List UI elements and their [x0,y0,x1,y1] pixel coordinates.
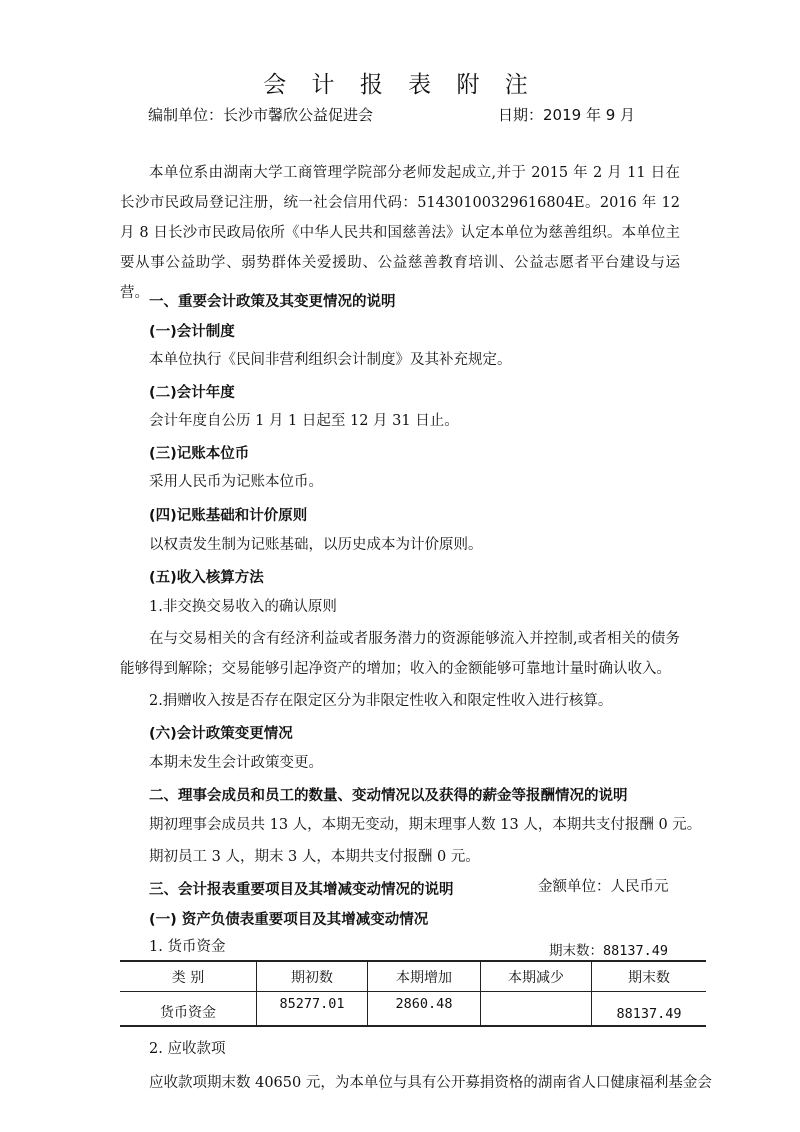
receivables-item-title: 2. 应收款项 [149,1041,226,1057]
accounting-system-text: 本单位执行《民间非营利组织会计制度》及其补充规定。 [149,352,512,368]
table-header-row [120,961,706,992]
cash-table [120,960,706,1027]
subsection-policy-change: (六)会计政策变更情况 [149,726,293,742]
cell-opening: 85277.01 [257,992,368,1027]
cell-closing: 88137.49 [592,992,707,1027]
subsection-accounting-system: (一)会计制度 [149,324,235,340]
subsection-basis: (四)记账基础和计价原则 [149,508,308,524]
cash-item-title: 1. 货币资金 [149,939,226,955]
policy-change-text: 本期未发生会计政策变更。 [149,755,323,771]
revenue-item1-title: 1.非交换交易收入的确认原则 [149,599,337,615]
table-row [120,992,706,1027]
col-closing: 期末数 [592,961,707,992]
cell-decrease [481,992,592,1027]
cell-category: 货币资金 [120,992,257,1027]
receivables-text: 应收款项期末数 40650 元，为本单位与具有公开募捐资格的湖南省人口健康福利基金会 [149,1075,712,1091]
subsection-revenue: (五)收入核算方法 [149,570,264,586]
intro-paragraph: 本单位系由湖南大学工商管理学院部分老师发起成立,并于 2015 年 2 月 11 日在长沙市民政局登记注册，统一社会信用代码：51430100329616804E。2016 年 12 月 8 日长沙市民政局依所《中华人民共和国慈善法》认定本单位为慈善组织。本单位主要从事公益助学、弱势群体关爱援助、公益慈善教育培训、公益志愿者平台建设与运营。 [120,165,680,301]
section3-heading: 三、会计报表重要项目及其增减变动情况的说明 [149,882,454,898]
section2-heading: 二、理事会成员和员工的数量、变动情况以及获得的薪金等报酬情况的说明 [149,788,628,804]
currency-unit: 金额单位：人民币元 [538,879,669,895]
col-category: 类 别 [120,961,257,992]
basis-text: 以权责发生制为记账基础，以历史成本为计价原则。 [149,537,483,553]
subsection-balance-sheet: (一) 资产负债表重要项目及其增减变动情况 [149,912,429,928]
currency-text: 采用人民币为记账本位币。 [149,474,323,490]
fiscal-year-text: 会计年度自公历 1 月 1 日起至 12 月 31 日止。 [149,413,459,429]
col-decrease: 本期减少 [481,961,592,992]
page-title: 会 计 报 表 附 注 [263,72,537,98]
col-opening: 期初数 [257,961,368,992]
section1-heading: 一、重要会计政策及其变更情况的说明 [149,294,396,310]
subsection-fiscal-year: (二)会计年度 [149,385,235,401]
revenue-item1-text: 在与交易相关的含有经济利益或者服务潜力的资源能够流入并控制,或者相关的债务能够得到解除；交易能够引起净资产的增加；收入的金额能够可靠地计量时确认收入。 [120,631,680,677]
cash-ending-balance: 期末数：88137.49 [549,943,669,959]
revenue-item2: 2.捐赠收入按是否存在限定区分为非限定性收入和限定性收入进行核算。 [149,693,613,709]
col-increase: 本期增加 [368,961,481,992]
staff-text: 期初员工 3 人，期末 3 人，本期共支付报酬 0 元。 [149,849,480,865]
cell-increase: 2860.48 [368,992,481,1027]
board-members-text: 期初理事会成员共 13 人，本期无变动，期末理事人数 13 人，本期共支付报酬 0 元。 [149,817,702,833]
subsection-currency: (三)记账本位币 [149,446,250,462]
org-label: 编制单位：长沙市馨欣公益促进会 [148,106,374,124]
report-date: 日期：2019 年 9 月 [498,106,636,124]
